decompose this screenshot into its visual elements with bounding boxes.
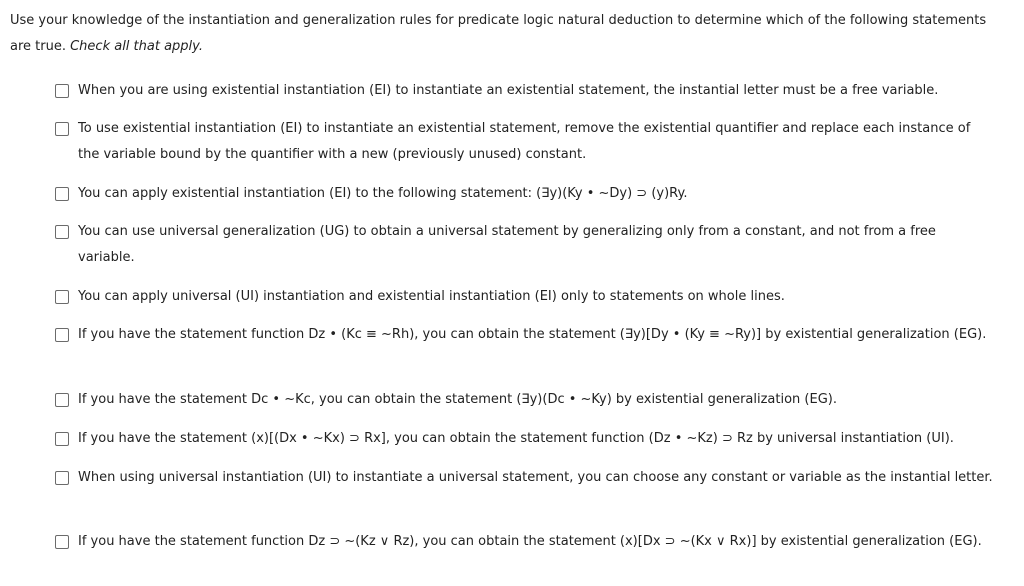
checkbox[interactable] [55, 328, 69, 342]
checkbox[interactable] [55, 471, 69, 485]
option-label: You can use universal generalization (UG) to obtain a universal statement by generalizing only from a constant, and not from a free variable. [78, 224, 936, 265]
option-label: When using universal instantiation (UI) to instantiate a universal statement, you can choose any constant or variable as the instantial letter. [78, 470, 993, 485]
option-label: If you have the statement (x)[(Dx • ~Kx) ⊃ Rx], you can obtain the statement function (Dz • ~Kz) ⊃ Rz by universal instantiation (UI). [78, 431, 954, 446]
checkbox[interactable] [55, 187, 69, 201]
prompt-instruction: Check all that apply. [70, 39, 203, 54]
option-label: If you have the statement Dc • ~Kc, you can obtain the statement (∃y)(Dc • ~Ky) by existential generalization (EG). [78, 392, 837, 407]
option-label: When you are using existential instantiation (EI) to instantiate an existential statement, the instantial letter must be a free variable. [78, 83, 939, 98]
question-prompt [10, 8, 1010, 60]
checkbox[interactable] [55, 84, 69, 98]
option-label: To use existential instantiation (EI) to instantiate an existential statement, remove the existential quantifier and replace each instance of the variable bound by the quantifier with a new (previously unused) constant. [78, 121, 971, 162]
checkbox[interactable] [55, 122, 69, 136]
option-label: You can apply universal (UI) instantiation and existential instantiation (EI) only to statements on whole lines. [78, 289, 785, 304]
option-label: If you have the statement function Dz • (Kc ≡ ~Rh), you can obtain the statement (∃y)[Dy • (Ky ≡ ~Ry)] by existential generalization (EG). [78, 327, 987, 342]
checkbox[interactable] [55, 225, 69, 239]
checkbox[interactable] [55, 393, 69, 407]
prompt-text: Use your knowledge of the instantiation and generalization rules for predicate logic natural deduction to determine which of the following statements are true. [10, 13, 987, 54]
option-label: If you have the statement function Dz ⊃ ~(Kz ∨ Rz), you can obtain the statement (x)[Dx ⊃ ~(Kx ∨ Rx)] by existential generalization (EG). [78, 534, 982, 549]
option-label: You can apply existential instantiation (EI) to the following statement: (∃y)(Ky • ~Dy) ⊃ (y)Ry. [78, 186, 688, 201]
checkbox[interactable] [55, 290, 69, 304]
checkbox[interactable] [55, 535, 69, 549]
checkbox[interactable] [55, 432, 69, 446]
